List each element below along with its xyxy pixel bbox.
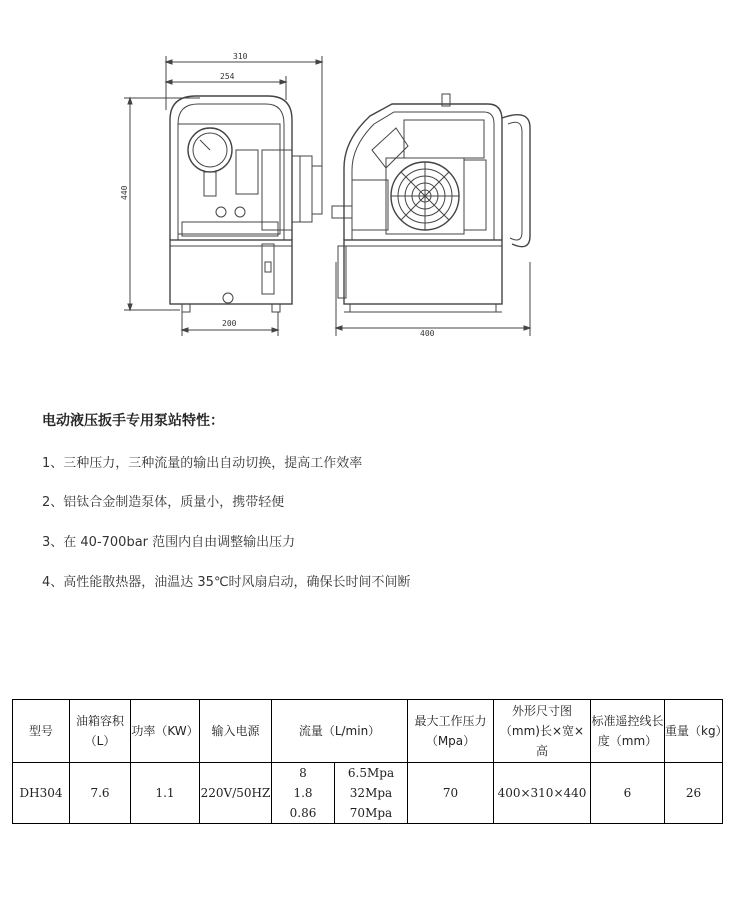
flow-value: 8	[299, 766, 307, 780]
cell-tank-capacity: 7.6	[70, 763, 131, 824]
feature-item: 3、在 40-700bar 范围内自由调整输出压力	[42, 535, 296, 550]
header-cable-length: 标准遥控线长度（mm）	[591, 700, 665, 763]
feature-item: 4、高性能散热器，油温达 35℃时风扇启动，确保长时间不间断	[42, 575, 411, 590]
dim-length: 400	[420, 329, 435, 338]
dim-height: 440	[120, 185, 129, 200]
feature-item: 1、三种压力，三种流量的输出自动切换，提高工作效率	[42, 456, 363, 471]
flow-pressure: 70Mpa	[349, 806, 393, 820]
header-model: 型号	[13, 700, 70, 763]
cell-weight: 26	[665, 763, 723, 824]
header-tank-capacity: 油箱容积（L）	[70, 700, 131, 763]
flow-value: 1.8	[293, 786, 313, 800]
flow-pressure: 6.5Mpa	[347, 766, 395, 780]
cell-flow-values	[272, 763, 335, 824]
header-input-power: 输入电源	[200, 700, 272, 763]
pump-technical-drawing	[0, 0, 750, 345]
cell-max-pressure: 70	[408, 763, 494, 824]
header-dimensions: 外形尺寸图（mm)长×宽×高	[494, 700, 591, 763]
header-weight: 重量（kg）	[665, 700, 723, 763]
cell-power: 1.1	[131, 763, 200, 824]
header-flow: 流量（L/min）	[272, 700, 408, 763]
features-title: 电动液压扳手专用泵站特性：	[42, 413, 224, 429]
feature-item: 2、铝钛合金制造泵体，质量小，携带轻便	[42, 495, 285, 510]
flow-pressure: 32Mpa	[349, 786, 393, 800]
cell-flow-pressures	[335, 763, 408, 824]
side-view	[332, 94, 530, 338]
dim-width-overall: 310	[233, 52, 248, 61]
cell-dimensions: 400×310×440	[494, 763, 591, 824]
header-power: 功率（KW）	[131, 700, 200, 763]
cell-model: DH304	[13, 763, 70, 824]
header-max-pressure: 最大工作压力（Mpa）	[408, 700, 494, 763]
cell-input-power: 220V/50HZ	[200, 763, 272, 824]
dim-base-width: 200	[222, 319, 237, 328]
dim-width-inner: 254	[220, 72, 235, 81]
spec-table-row	[13, 763, 723, 824]
front-view	[170, 96, 322, 312]
cell-cable-length: 6	[591, 763, 665, 824]
spec-table	[12, 699, 728, 824]
spec-table-header-row	[13, 700, 723, 763]
flow-value: 0.86	[289, 806, 317, 820]
